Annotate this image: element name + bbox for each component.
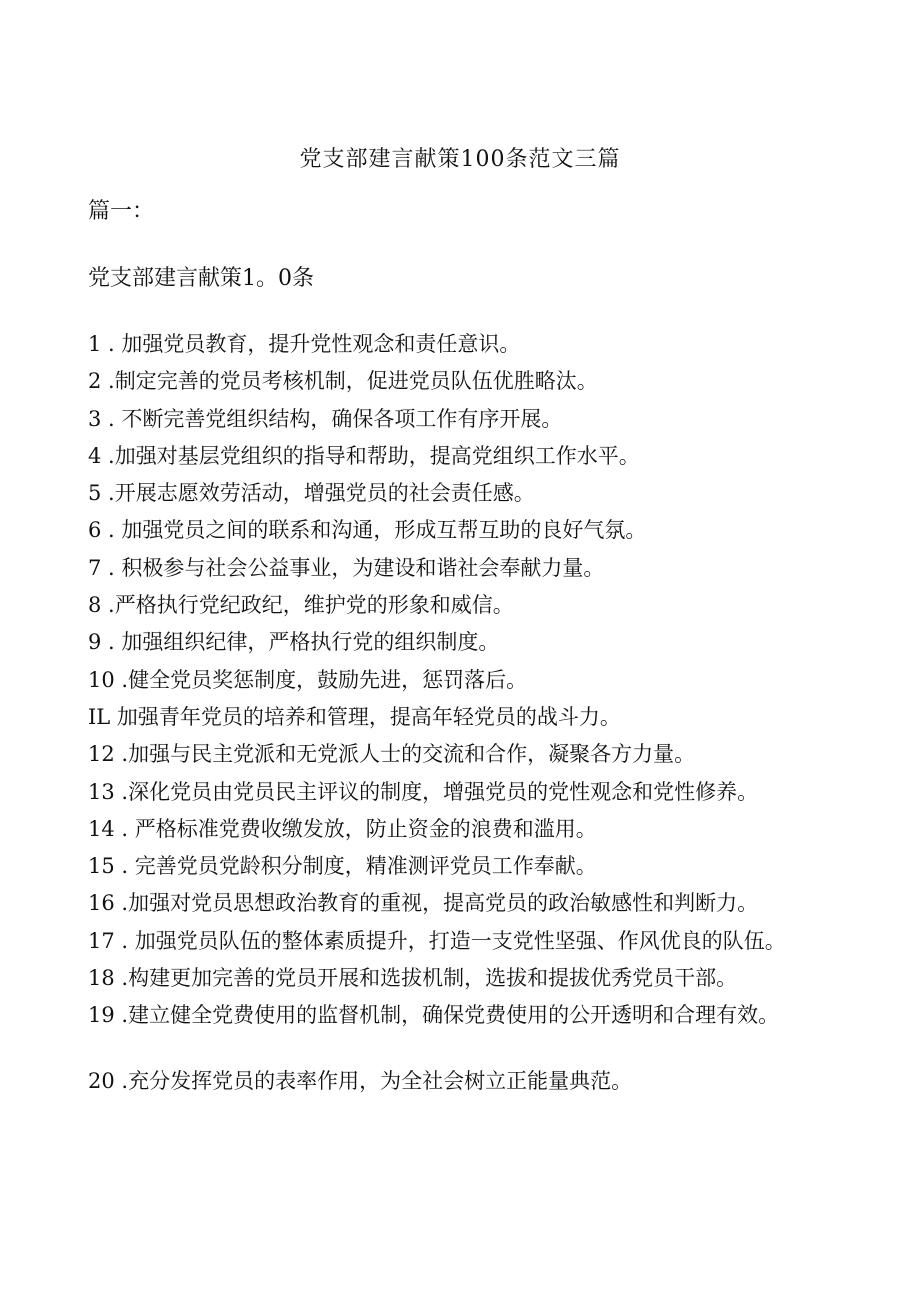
suggestion-list — [88, 326, 828, 1100]
list-item: 20 .充分发挥党员的表率作用，为全社会树立正能量典范。 — [88, 1068, 633, 1093]
list-item: 13 .深化党员由党员民主评议的制度，增强党员的党性观念和党性修养。 — [88, 779, 759, 804]
list-item: 6 . 加强党员之间的联系和沟通，形成互帮互助的良好气氛。 — [88, 518, 647, 543]
list-item: 9 . 加强组织纪律，严格执行党的组织制度。 — [88, 630, 500, 655]
list-item: 1 . 加强党员教育，提升党性观念和责任意识。 — [88, 332, 521, 356]
section-label: 篇一： — [88, 199, 155, 224]
list-item: 19 .建立健全党费使用的监督机制，确保党费使用的公开透明和合理有效。 — [88, 1003, 780, 1028]
list-item: 16 .加强对党员思想政治教育的重视，提高党员的政治敏感性和判断力。 — [88, 891, 759, 916]
list-item: 10 .健全党员奖惩制度，鼓励先进，惩罚落后。 — [88, 667, 528, 692]
list-item: 8 .严格执行党纪政纪，维护党的形象和威信。 — [88, 593, 514, 618]
list-item: 4 .加强对基层党组织的指导和帮助，提高党组织工作水平。 — [88, 443, 640, 468]
list-item: 7 . 积极参与社会公益事业，为建设和谐社会奉献力量。 — [88, 555, 605, 580]
list-item: 17 . 加强党员队伍的整体素质提升，打造一支党性坚强、作风优良的队伍。 — [88, 928, 786, 953]
document-title: 党支部建言献策100条范文三篇 — [299, 147, 621, 172]
list-item: 14 . 严格标准党费收缴发放，防止资金的浪费和滥用。 — [88, 816, 597, 841]
list-item: 12 .加强与民主党派和无党派人士的交流和合作，凝聚各方力量。 — [88, 742, 696, 767]
list-item: 5 .开展志愿效劳活动，增强党员的社会责任感。 — [88, 481, 535, 506]
list-item: 18 .构建更加完善的党员开展和选拔机制，选拔和提拔优秀党员干部。 — [88, 966, 738, 991]
section-subtitle: 党支部建言献策1。0条 — [88, 266, 314, 291]
list-item: IL 加强青年党员的培养和管理，提高年轻党员的战斗力。 — [88, 704, 621, 729]
list-item: 3 . 不断完善党组织结构，确保各项工作有序开展。 — [88, 406, 563, 431]
list-item: 2 .制定完善的党员考核机制，促进党员队伍优胜略汰。 — [88, 369, 598, 394]
list-item: 15 . 完善党员党龄积分制度，精准测评党员工作奉献。 — [88, 854, 597, 879]
